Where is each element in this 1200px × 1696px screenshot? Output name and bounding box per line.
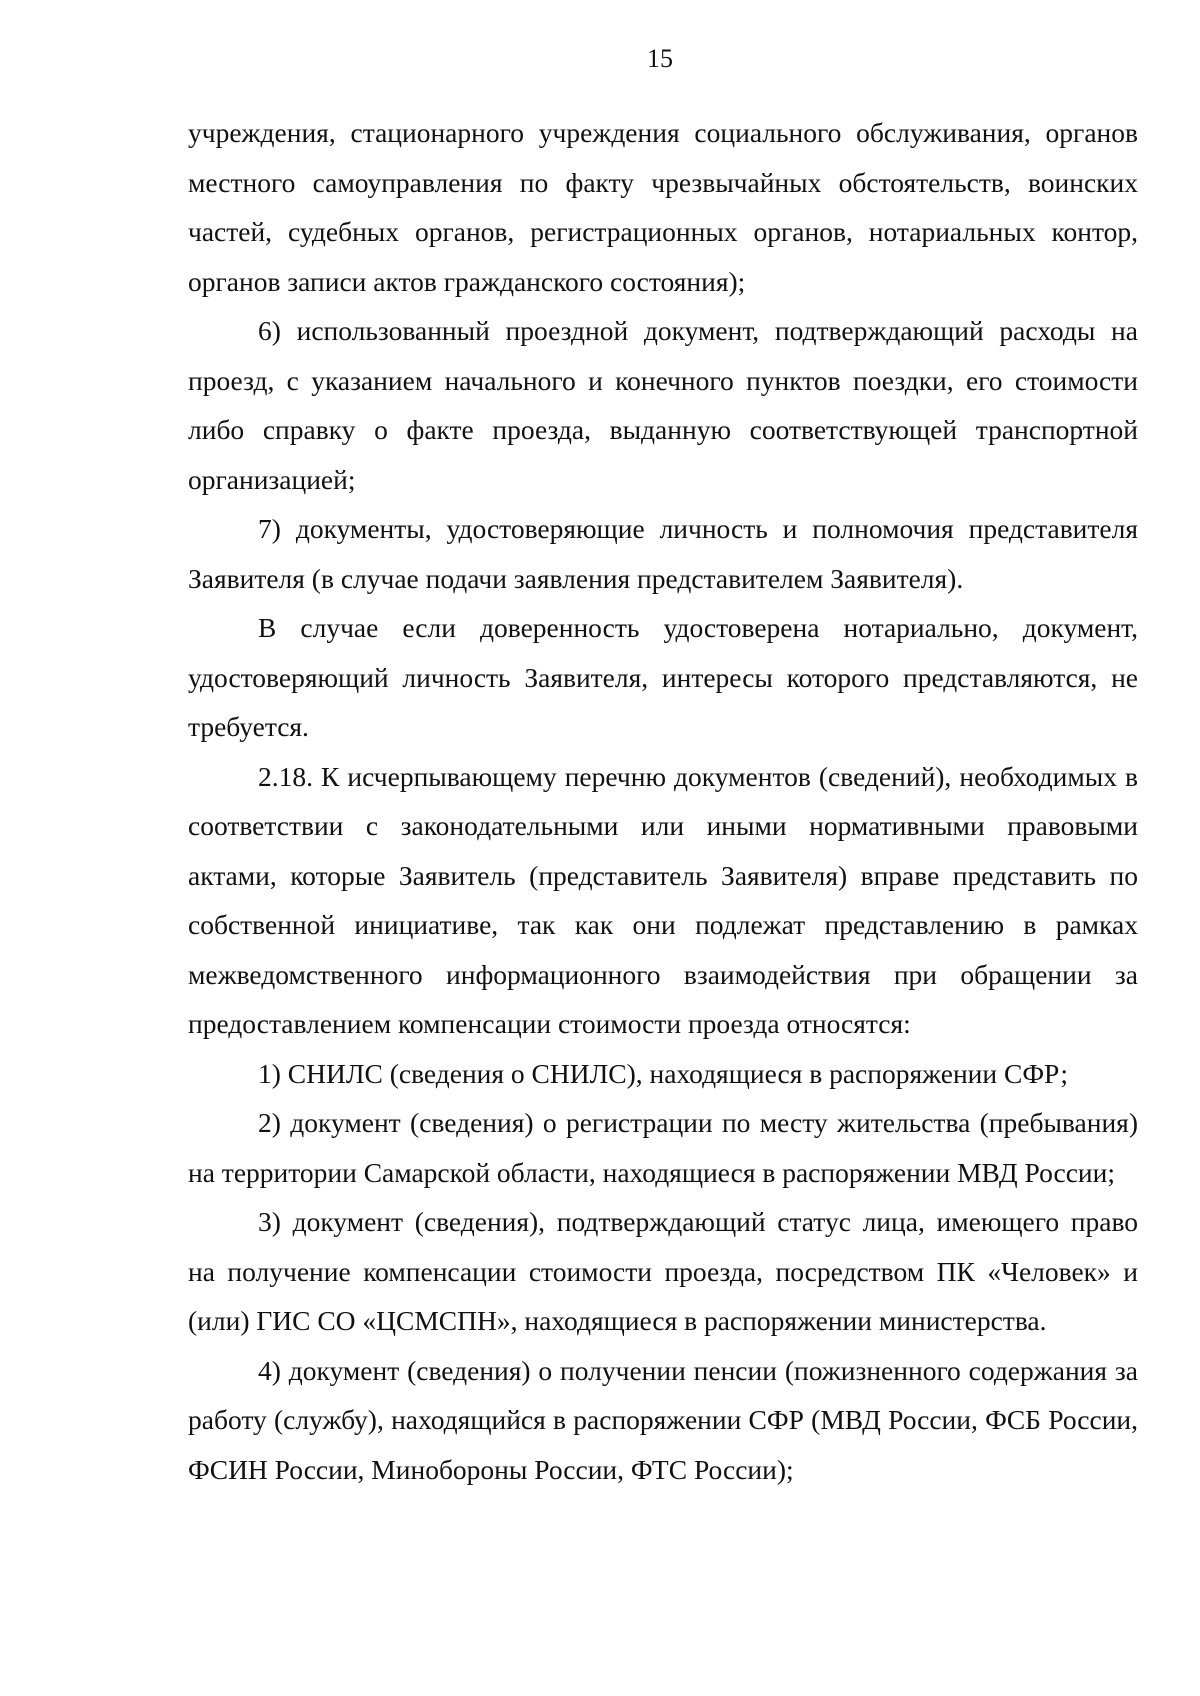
page-number: 15	[647, 44, 673, 73]
paragraph-continuation: учреждения, стационарного учреждения социального обслуживания, органов местного самоуправления по факту чрезвычайных обстоятельств, воинских частей, судебных органов, регистрационных органов, нотариальных контор, органов записи актов гражданского состояния);	[188, 117, 1138, 297]
paragraph-notary: В случае если доверенность удостоверена нотариально, документ, удостоверяющий личность Заявителя, интересы которого представляются, не требуется.	[188, 612, 1138, 742]
document-body	[188, 108, 1138, 1494]
paragraph-subitem-2: 2) документ (сведения) о регистрации по месту жительства (пребывания) на территории Самарской области, находящиеся в распоряжении МВД России;	[188, 1107, 1138, 1188]
paragraph-item-6: 6) использованный проездной документ, подтверждающий расходы на проезд, с указанием начального и конечного пунктов поездки, его стоимости либо справку о факте проезда, выданную соответствующей транспортной организацией;	[188, 315, 1138, 495]
paragraph-subitem-4: 4) документ (сведения) о получении пенсии (пожизненного содержания за работу (службу), находящийся в распоряжении СФР (МВД России, ФСБ России, ФСИН России, Минобороны России, ФТС России);	[188, 1354, 1138, 1485]
paragraph-2-18: 2.18. К исчерпывающему перечню документов (сведений), необходимых в соответствии с законодательными или иными нормативными правовыми актами, которые Заявитель (представитель Заявителя) вправе представить по собственной инициативе, так как они подлежат представлению в рамках межведомственного информационного взаимодействия при обращении за предоставлением компенсации стоимости проезда относятся:	[188, 760, 1138, 1039]
paragraph-subitem-1: 1) СНИЛС (сведения о СНИЛС), находящиеся в распоряжении СФР;	[258, 1057, 1069, 1089]
paragraph-item-7: 7) документы, удостоверяющие личность и полномочия представителя Заявителя (в случае подачи заявления представителем Заявителя).	[188, 513, 1138, 594]
paragraph-subitem-3: 3) документ (сведения), подтверждающий статус лица, имеющего право на получение компенсации стоимости проезда, посредством ПК «Человек» и (или) ГИС СО «ЦСМСПН», находящиеся в распоряжении министерства.	[188, 1206, 1138, 1336]
